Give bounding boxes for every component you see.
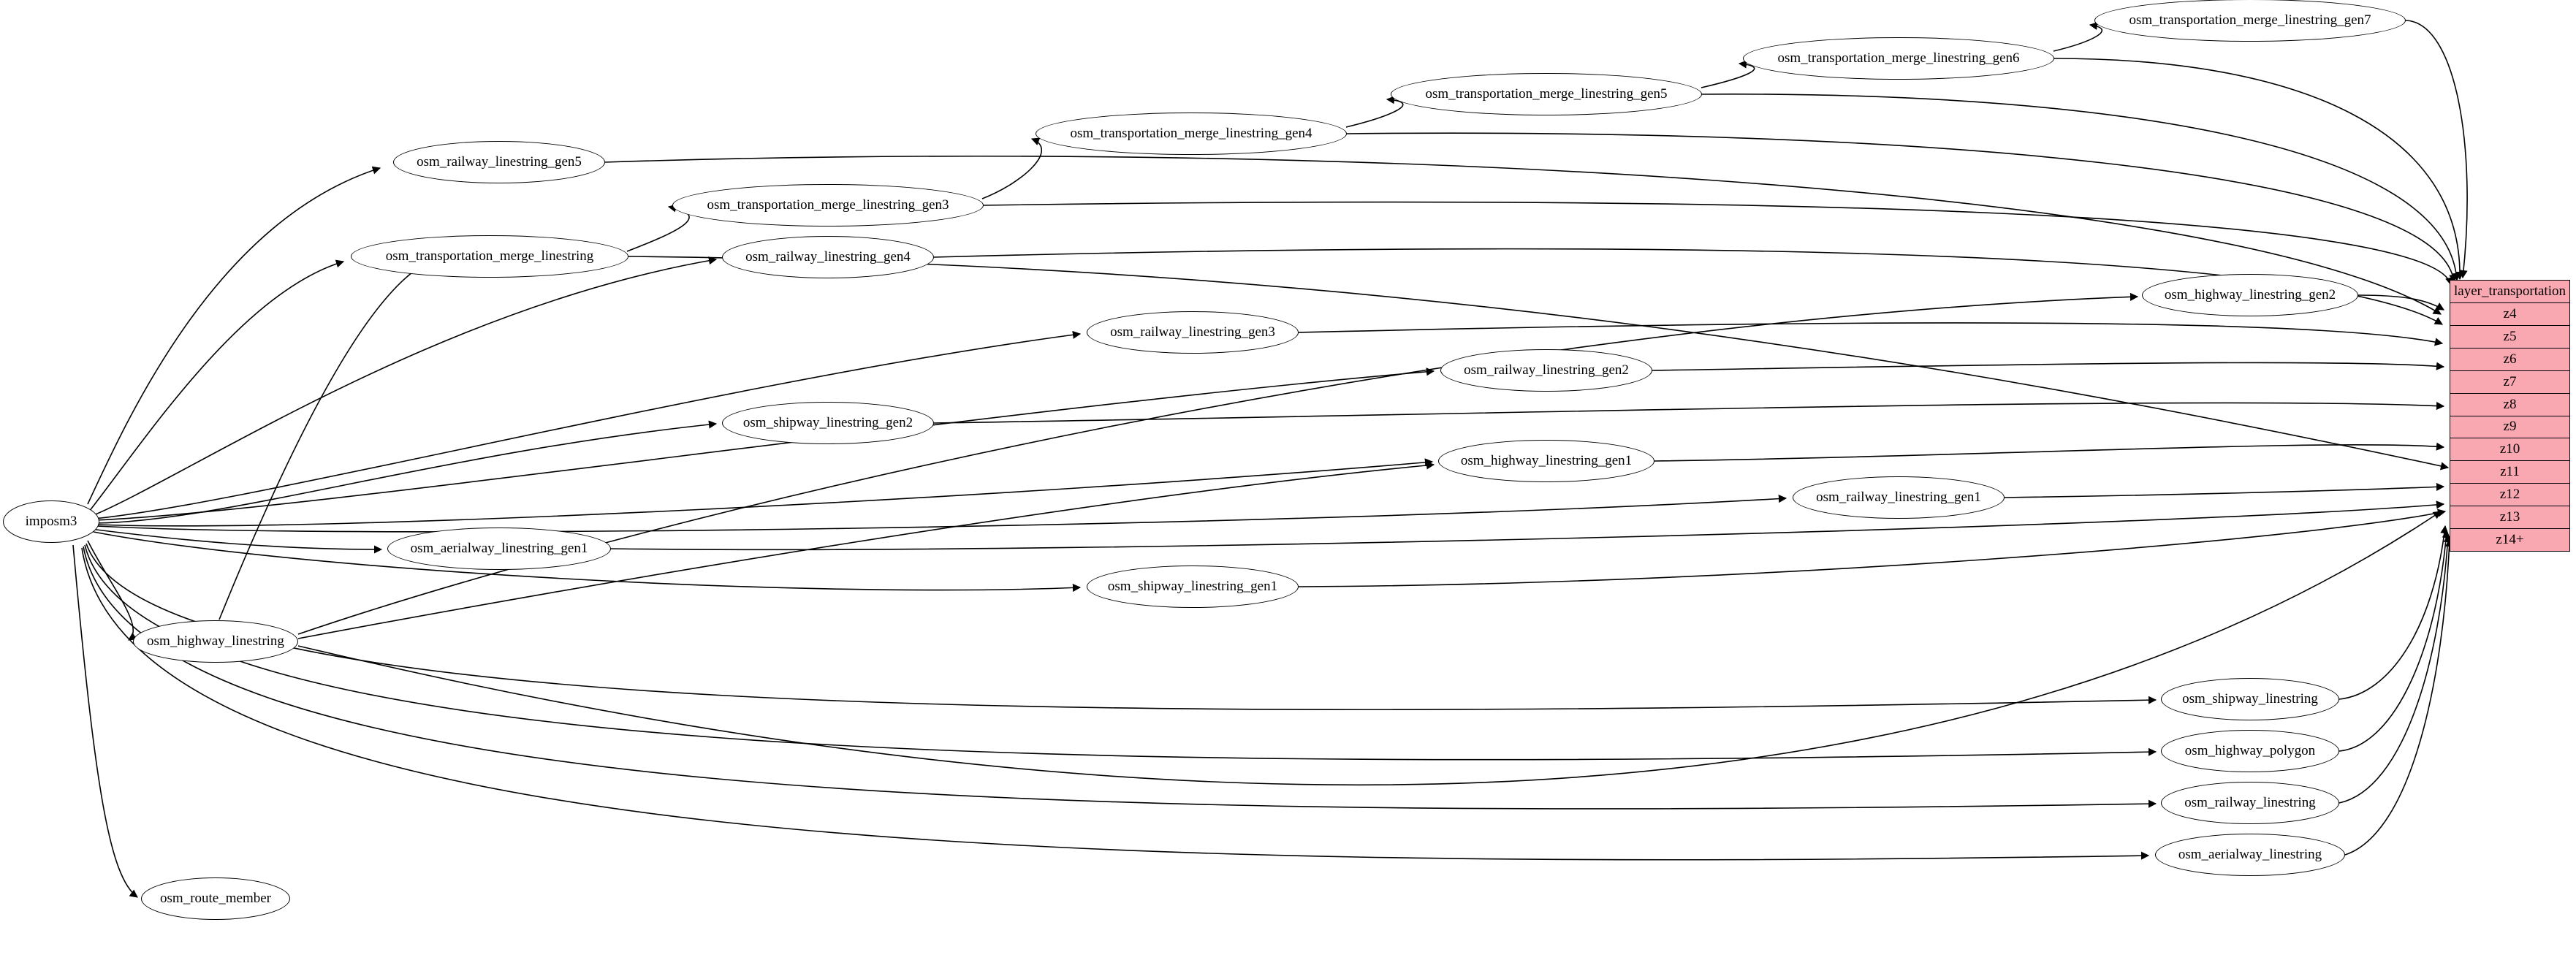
graph-node-label: osm_highway_linestring_gen2 [2164,287,2336,302]
graph-node-label: osm_railway_linestring [2184,795,2316,810]
graph-node-osm_highway_linestring_gen1[interactable] [1438,440,1654,482]
graph-node-osm_aerialway_linestring_gen1[interactable] [387,528,611,570]
graph-node-label: osm_railway_linestring_gen1 [1816,490,1981,505]
layer-transportation-header: layer_transportation [2450,281,2569,303]
graph-node-label: osm_shipway_linestring_gen1 [1107,579,1278,594]
graph-node-osm_railway_linestring_gen1[interactable] [1793,476,2005,519]
graph-node-imposm3[interactable] [3,500,99,543]
layer-zoom-row-z11[interactable]: z11 [2450,461,2569,484]
graph-node-label: osm_highway_linestring_gen1 [1460,453,1633,468]
graph-node-osm_highway_linestring[interactable] [133,620,298,663]
graph-node-label: osm_highway_polygon [2184,743,2316,758]
graph-node-label: osm_railway_linestring_gen3 [1110,324,1275,340]
graph-node-osm_railway_linestring_gen3[interactable] [1087,311,1299,354]
graph-node-label: osm_shipway_linestring [2182,691,2318,707]
graph-node-label: imposm3 [25,514,77,529]
graph-node-osm_transportation_merge_linestring_gen6[interactable] [1743,37,2054,80]
graph-node-osm_highway_linestring_gen2[interactable] [2142,274,2358,316]
graph-node-osm_transportation_merge_linestring[interactable] [351,235,628,278]
graph-node-label: osm_transportation_merge_linestring_gen7 [2129,12,2371,28]
graph-node-osm_railway_linestring_gen5[interactable] [393,141,605,183]
graph-node-label: osm_aerialway_linestring_gen1 [410,541,588,556]
graph-node-label: osm_transportation_merge_linestring_gen6 [1777,50,2020,66]
graph-node-osm_shipway_linestring_gen2[interactable] [722,402,934,444]
layer-zoom-row-z5[interactable]: z5 [2450,326,2569,349]
layer-zoom-row-z14+[interactable]: z14+ [2496,532,2524,548]
graph-node-label: osm_highway_linestring [147,633,284,649]
graph-node-label: osm_aerialway_linestring [2178,847,2322,862]
graph-node-osm_transportation_merge_linestring_gen4[interactable] [1036,113,1347,155]
graph-node-osm_railway_linestring_gen2[interactable] [1440,349,1652,392]
graph-node-osm_route_member[interactable] [141,877,290,920]
layer-zoom-row-z13[interactable]: z13 [2450,506,2569,529]
graph-node-label: osm_shipway_linestring_gen2 [742,415,913,430]
graph-node-osm_shipway_linestring_gen1[interactable] [1087,566,1299,608]
graph-node-osm_transportation_merge_linestring_gen3[interactable] [672,184,984,226]
graph-node-osm_transportation_merge_linestring_gen7[interactable] [2094,0,2406,42]
graph-node-osm_railway_linestring_gen4[interactable] [722,236,934,278]
graph-node-label: osm_route_member [160,891,271,906]
graph-node-osm_railway_linestring[interactable] [2161,782,2339,824]
graph-node-osm_transportation_merge_linestring_gen5[interactable] [1391,73,1702,115]
graph-node-label: osm_railway_linestring_gen4 [745,249,911,264]
graph-node-osm_highway_polygon[interactable] [2161,730,2339,772]
layer-zoom-row-z8[interactable]: z8 [2450,394,2569,416]
layer-zoom-row-z12[interactable]: z12 [2450,484,2569,506]
graph-node-label: osm_railway_linestring_gen5 [417,154,582,170]
layer-transportation-table[interactable] [2450,280,2570,552]
layer-zoom-row-z9[interactable]: z9 [2450,416,2569,439]
graph-node-label: osm_transportation_merge_linestring_gen5 [1425,86,1668,102]
graph-node-label: osm_transportation_merge_linestring_gen4 [1070,126,1312,141]
graph-node-label: osm_transportation_merge_linestring [385,248,594,264]
graph-node-osm_shipway_linestring[interactable] [2161,678,2339,720]
graph-node-label: osm_transportation_merge_linestring_gen3 [707,197,949,213]
layer-zoom-row-z7[interactable]: z7 [2450,371,2569,394]
layer-zoom-row-z4[interactable]: z4 [2450,303,2569,326]
graph-node-label: osm_railway_linestring_gen2 [1464,362,1629,378]
graph-node-osm_aerialway_linestring[interactable] [2155,834,2345,876]
layer-zoom-row-z10[interactable]: z10 [2450,438,2569,461]
layer-zoom-row-z6[interactable]: z6 [2450,349,2569,371]
